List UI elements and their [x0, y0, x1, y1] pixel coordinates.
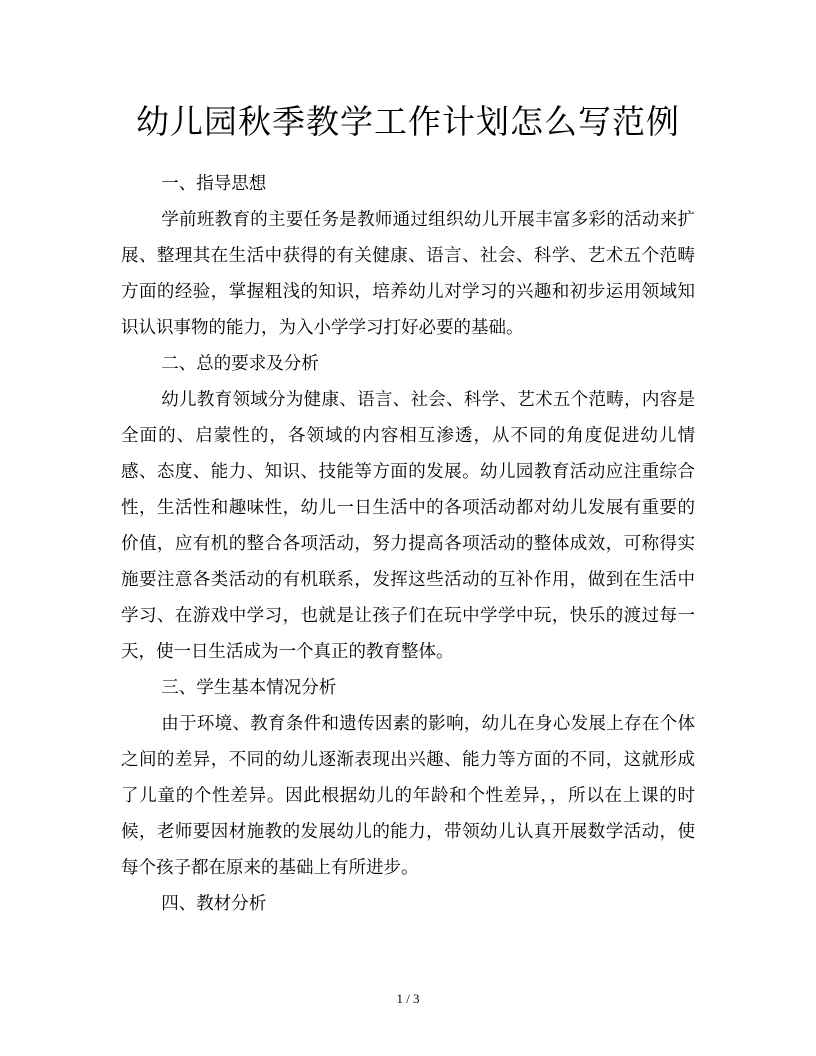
page-number: 1 / 3 [396, 991, 420, 1006]
section-heading-student-analysis: 三、学生基本情况分析 [161, 678, 337, 698]
section-heading-textbook-analysis: 四、教材分析 [161, 894, 267, 914]
section-paragraph-guiding-ideology: 学前班教育的主要任务是教师通过组织幼儿开展丰富多彩的活动来扩展、整理其在生活中获得的有关健康、语言、社会、科学、艺术五个范畴方面的经验，掌握粗浅的知识，培养幼儿对学习的兴趣和初步运用领域知识认识事物的能力，为入小学学习打好必要的基础。 [121, 210, 695, 338]
document-title: 幼儿园秋季教学工作计划怎么写范例 [136, 102, 680, 141]
section-heading-guiding-ideology: 一、指导思想 [161, 174, 267, 194]
section-heading-general-requirements: 二、总的要求及分析 [161, 354, 319, 374]
section-paragraph-student-analysis: 由于环境、教育条件和遗传因素的影响，幼儿在身心发展上存在个体之间的差异，不同的幼儿逐渐表现出兴趣、能力等方面的不同，这就形成了儿童的个性差异。因此根据幼儿的年龄和个性差异，，所以在上课的时候，老师要因材施教的发展幼儿的能力，带领幼儿认真开展数学活动，使每个孩子都在原来的基础上有所进步。 [121, 714, 695, 878]
document-body [121, 166, 695, 922]
section-paragraph-general-requirements: 幼儿教育领域分为健康、语言、社会、科学、艺术五个范畴，内容是全面的、启蒙性的，各领域的内容相互渗透，从不同的角度促进幼儿情感、态度、能力、知识、技能等方面的发展。幼儿园教育活动应注重综合性，生活性和趣味性，幼儿一日生活中的各项活动都对幼儿发展有重要的价值，应有机的整合各项活动，努力提高各项活动的整体成效，可称得实施要注意各类活动的有机联系，发挥这些活动的互补作用，做到在生活中学习、在游戏中学习，也就是让孩子们在玩中学学中玩，快乐的渡过每一天，使一日生活成为一个真正的教育整体。 [121, 390, 695, 662]
